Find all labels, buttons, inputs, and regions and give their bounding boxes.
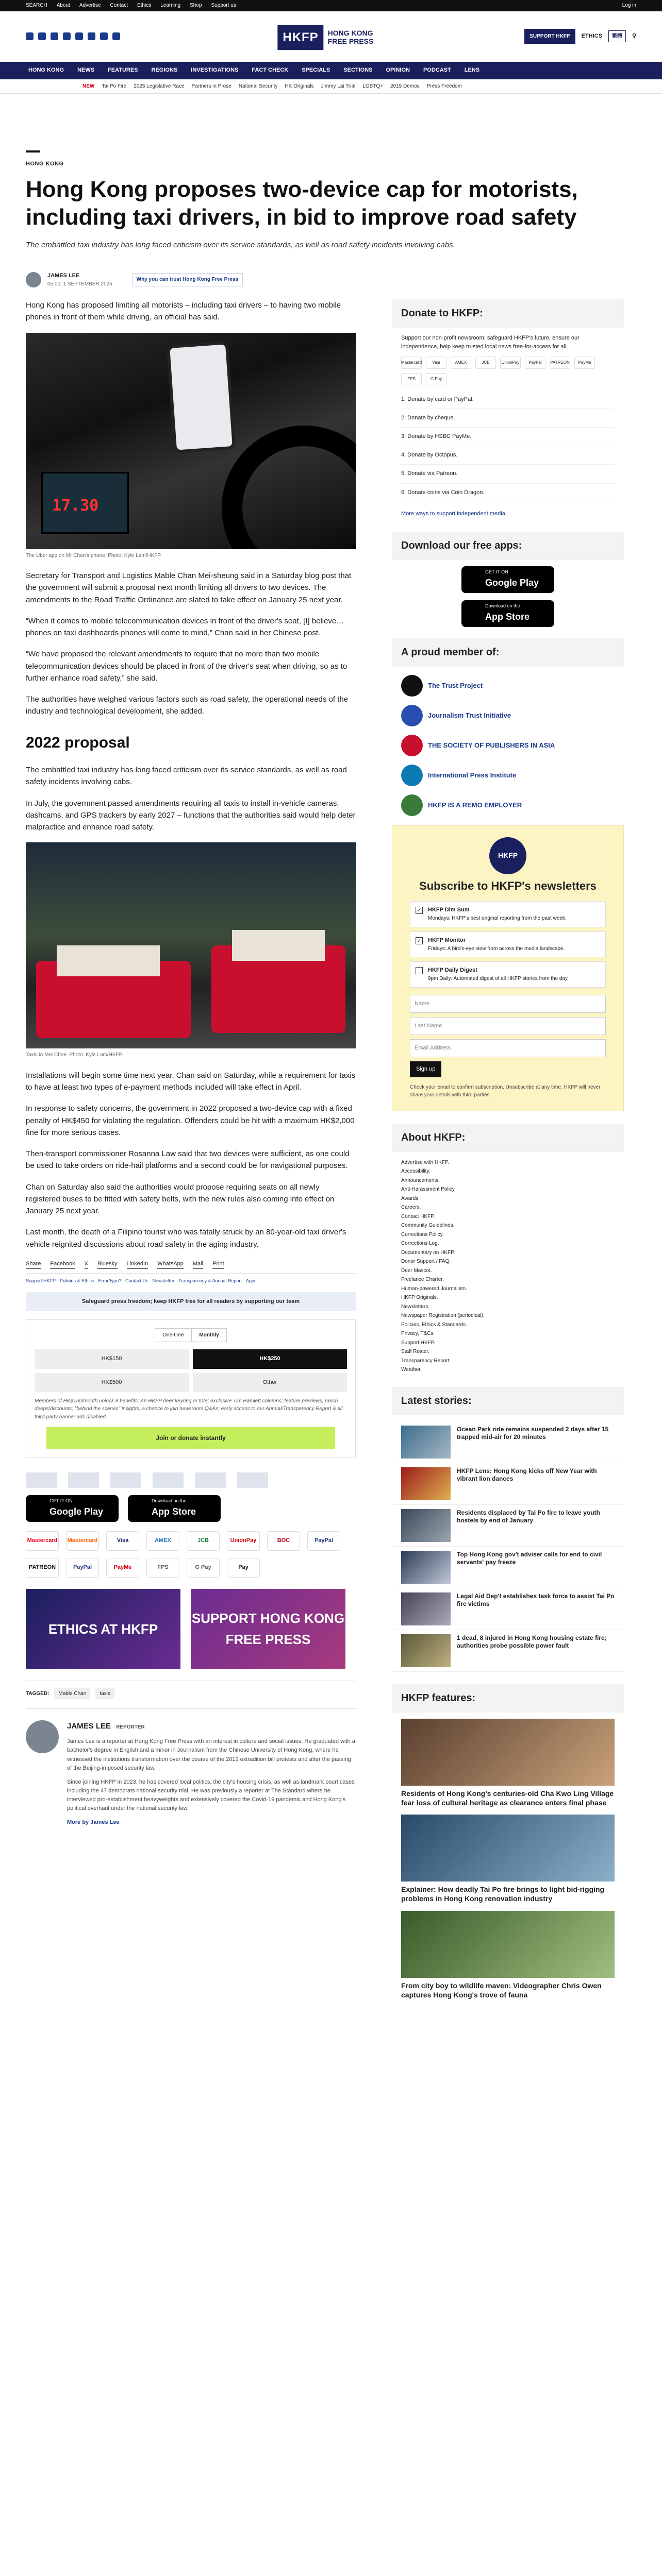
utility-link[interactable]: Support HKFP [26,1278,56,1283]
latest-story[interactable]: Legal Aid Dep't establishes task force to assist Tai Po fire victims [392,1588,624,1630]
latest-heading: Latest stories: [392,1387,624,1415]
about-link[interactable]: Weather. [401,1367,422,1373]
utility-link[interactable]: Transparency & Annual Report [178,1278,242,1283]
payme-icon: PayMe [574,357,595,369]
about-link[interactable]: HKFP Originals. [401,1295,438,1301]
about-link[interactable]: Corrections Policy. [401,1231,444,1238]
patreon-icon: PATREON [26,1558,59,1578]
language-switch[interactable]: 繁體 [608,30,626,43]
donation-widget [26,1319,356,1458]
trending-bar [0,79,662,94]
photo-caption: Taxis in Mei Chee. Photo: Kyle Lam/HKFP. [26,1052,123,1058]
trending-link[interactable]: 2019 Demos [390,83,420,89]
newsletter-option[interactable]: ✓ HKFP Monitor Fridays: A bird's-eye view from across the media landscape. [410,931,606,958]
about-heading: About HKFP: [392,1124,624,1152]
about-link[interactable]: Awards. [401,1195,420,1201]
sopa-logo[interactable]: THE SOCIETY OF PUBLISHERS IN ASIA [401,735,624,756]
topbar-link-about[interactable]: About [56,3,70,9]
about-link[interactable]: Support HKFP. [401,1340,435,1346]
email-input[interactable]: Email Address [410,1039,606,1057]
paragraph: Secretary for Transport and Logistics Mable Chan Mei-sheung said in a Saturday blog post that the government will submit a proposal next month limiting all drivers to two devices. The amendments to the Road Traffic Ordinance are slated to take effect on January 25 next year. [26,571,352,604]
mastercard-icon: Mastercard [26,1531,59,1551]
topbar-link-support[interactable]: Support us [211,3,236,9]
paragraph: Installations will begin some time next year, Chan said on Saturday, while a requirement for taxis to have at least two types of e-payment methods included will take effect in April. [26,1071,356,1092]
top-utility-bar [0,0,662,11]
checkbox-icon[interactable] [416,967,423,974]
app-store-badge[interactable]: Download on the App Store [461,600,554,627]
safeguard-banner[interactable]: Safeguard press freedom; keep HKFP free for all readers by supporting our team [26,1292,356,1311]
about-link[interactable]: Transparency Report. [401,1358,451,1364]
article-standfirst: The embattled taxi industry has long faced criticism over its service standards, as well as road safety incidents involving cabs. [26,241,455,250]
checkbox-checked-icon[interactable]: ✓ [416,907,423,914]
remo-logo[interactable]: HKFP IS A REMO EMPLOYER [401,794,624,816]
logo-mark: HKFP [277,25,323,50]
amount-option-other[interactable]: Other [193,1373,347,1392]
search-icon[interactable]: ⚲ [632,32,636,39]
utility-link[interactable]: Policies & Ethics [60,1278,94,1283]
member-heading: A proud member of: [392,638,624,667]
login-link[interactable]: Log in [622,3,636,9]
donate-heading: Donate to HKFP: [392,299,624,328]
about-link[interactable]: Newsletters. [401,1303,430,1310]
mastercard-icon: Mastercard [66,1531,99,1551]
nav-fact-check[interactable]: FACT CHECK [252,67,289,74]
nav-features[interactable]: FEATURES [108,67,138,74]
about-link[interactable]: Contact HKFP. [401,1213,435,1219]
article-photo-phone: 17.30 [26,333,356,549]
share-bar [26,1260,356,1274]
about-link[interactable]: Privacy, T&Cs. [401,1331,435,1337]
amex-icon: AMEX [146,1531,179,1551]
donate-method[interactable]: 4. Donate by Octopus. [401,446,615,465]
section-heading: 2022 proposal [26,734,130,751]
bluesky-icon[interactable] [63,32,71,40]
member-benefits: Members of HK$150/month unlock 8 benefits: An HKFP deer keyring or tote; exclusive Tim Hamlett columns; feature previews; ranch deeps/discounts; "behind the scenes" insights; a chance to join newsroom Q&As; early access to our Annual/Transparency Report & all third-party banner ads disabled. [35,1398,343,1420]
google-play-badge[interactable]: GET IT ON Google Play [26,1495,119,1522]
author-box [26,1708,356,1827]
donate-method[interactable]: 1. Donate by card or PayPal. [401,391,615,409]
amex-icon: AMEX [451,357,471,369]
site-logo[interactable] [277,25,384,50]
support-promo[interactable]: SUPPORT HONG KONG FREE PRESS [191,1589,345,1669]
latest-story[interactable]: Top Hong Kong gov't adviser calls for end to civil servants' pay freeze [392,1547,624,1588]
paragraph: The embattled taxi industry has long faced criticism over its service standards, as well as road safety incidents involving cabs. [26,766,347,787]
paypal-icon: PayPal [525,357,545,369]
latest-story[interactable]: Ocean Park ride remains suspended 2 days after 15 trapped mid-air for 20 minutes [392,1421,624,1463]
one-time-toggle[interactable]: One-time [155,1328,191,1343]
about-link[interactable]: Newspaper Registration (periodical). [401,1313,485,1319]
facebook-icon[interactable] [26,32,34,40]
trending-link[interactable]: Partners in Prose [191,83,231,89]
article-photo-taxis [26,842,356,1048]
paragraph: The authorities have weighed various factors such as road safety, the operational needs of the industry and technological development, she added. [26,695,349,716]
unionpay-icon: UnionPay [500,357,521,369]
about-link[interactable]: Announcements. [401,1177,440,1183]
nav-hong-kong[interactable]: HONG KONG [28,67,64,74]
nav-lens[interactable]: LENS [464,67,480,74]
amount-option-selected[interactable]: HK$250 [193,1349,347,1368]
paragraph: Then-transport commissioner Rosanna Law said that two devices were sufficient, as one could be used to take orders on ride-hail platforms and a second could be for navigational purposes. [26,1149,350,1171]
topbar-link-ethics[interactable]: Ethics [137,3,152,9]
trending-link[interactable]: HK Originals [285,83,314,89]
ipi-logo[interactable] [153,1472,184,1488]
author-name[interactable]: JAMES LEE [67,1722,111,1731]
trust-project-logo[interactable]: The Trust Project [401,675,624,697]
nav-news[interactable]: NEWS [77,67,95,74]
share-print[interactable]: Print [212,1260,224,1269]
trending-link[interactable]: Tai Po Fire [102,83,127,89]
about-link[interactable]: Deer Mascot. [401,1267,432,1274]
utility-link[interactable]: Apps [245,1278,257,1283]
fps-icon: FPS [401,373,422,385]
share-whatsapp[interactable]: WhatsApp [157,1260,184,1269]
newsletter-option[interactable]: HKFP Daily Digest 9pm Daily: Automated digest of all HKFP stories from the day. [410,961,606,988]
about-link[interactable]: Documentary on HKFP. [401,1249,455,1256]
mastercard-icon: Mastercard [401,357,422,369]
tag-link[interactable]: taxis [95,1688,114,1700]
trust-project-logo[interactable] [26,1472,57,1488]
paragraph: “We have proposed the relevant amendments to require that no more than two mobile telecommunication devices should be placed in front of the driver's seat when driving, so as to further enhance road safety,” she said. [26,650,347,683]
about-links [392,1158,624,1375]
nav-sections[interactable]: SECTIONS [343,67,373,74]
article-title: Hong Kong proposes two-device cap for motorists, including taxi drivers, in bid to improve road safety [26,177,578,230]
jcb-icon: JCB [475,357,496,369]
ethics-promo[interactable]: ETHICS AT HKFP [26,1589,180,1669]
author-bio: James Lee is a reporter at Hong Kong Free Press with an interest in culture and social issues. He graduated with a bachelor's degree in English and a minor in Journalism from the Chinese University of Hong Kong, where he witnessed the institutions transformation over the course of the 2019 extradition bill protests and after the passing of the Beijing-imposed security law. [67,1738,355,1771]
sign-up-button[interactable]: Sign up [410,1061,441,1077]
article-body [26,299,356,1827]
about-link[interactable]: Community Guidelines. [401,1223,455,1229]
author-avatar[interactable] [26,272,41,287]
utility-link[interactable]: Error/typo? [98,1278,122,1283]
unionpay-icon: UnionPay [227,1531,260,1551]
new-badge: NEW [82,83,95,89]
share-label: Share [26,1260,41,1269]
about-link[interactable]: Advertise with HKFP. [401,1159,450,1165]
share-mail[interactable]: Mail [193,1260,203,1269]
search-link[interactable]: SEARCH [26,3,47,9]
linkedin-icon[interactable] [75,32,83,40]
latest-story[interactable]: HKFP Lens: Hong Kong kicks off New Year with vibrant lion dances [392,1463,624,1505]
nav-investigations[interactable]: INVESTIGATIONS [191,67,239,74]
donate-methods-list [392,391,624,502]
donate-method[interactable]: 5. Donate via Patreon. [401,465,615,483]
amount-option[interactable]: HK$150 [35,1349,189,1368]
latest-story[interactable]: 1 dead, 8 injured in Hong Kong housing estate fire; authorities probe possible power fault [392,1630,624,1672]
feature-story[interactable]: Explainer: How deadly Tai Po fire brings to light bid-rigging problems in Hong Kong renovation industry [392,1815,624,1903]
newsletter-signup [392,825,624,1111]
paypal-icon: PayPal [66,1558,99,1578]
site-header [0,11,662,62]
trending-link[interactable]: National Security [238,83,278,89]
google-play-badge[interactable]: GET IT ON Google Play [461,566,554,593]
paragraph: In July, the government passed amendments requiring all taxis to install in-vehicle cameras, dashcams, and GPS trackers by early 2027 – functions that the authorities said would help deter malpractice and enhance road safety. [26,799,356,832]
ipi-logo[interactable]: International Press Institute [401,765,624,786]
visa-icon: Visa [426,357,446,369]
social-links [26,32,120,40]
member-logos-row [26,1472,356,1488]
author-bio: Since joining HKFP in 2023, he has covered local politics, the city's housing crisis, as well as landmark court cases including the 47 democrats national security trial. He was previously a reporter at The Standard where he interviewed pro-establishment heavyweights and extensively covered the Covid-19 pandemic and Hong Kong's political overhaul under the national security law. [67,1778,355,1811]
topbar-link-contact[interactable]: Contact [110,3,128,9]
feature-story[interactable]: Residents of Hong Kong's centuries-old Cha Kwo Ling Village fear loss of cultural heritage as clearance enters final phase [392,1719,624,1807]
share-bluesky[interactable]: Bluesky [97,1260,118,1269]
rss-icon[interactable] [112,32,120,40]
instagram-icon[interactable] [51,32,58,40]
about-link[interactable]: Careers. [401,1205,421,1211]
share-x[interactable]: X [85,1260,88,1269]
support-hkfp-button[interactable]: SUPPORT HKFP [524,29,575,44]
donate-text: Support our non-profit newsroom: safeguard HKFP's future, ensure our independence, help keep trusted local news free-for-access for all. [401,335,580,350]
boc-icon: BOC [267,1531,300,1551]
donate-method[interactable]: 6. Donate coins via Coin Dragon. [401,484,615,502]
donate-method[interactable]: 3. Donate by HSBC PayMe. [401,428,615,446]
google-pay-icon: G Pay [187,1558,220,1578]
author-name[interactable]: JAMES LEE [47,272,80,279]
more-ways-link[interactable]: More ways to support independent media. [401,510,507,517]
share-facebook[interactable]: Facebook [50,1260,75,1269]
sidebar [392,299,624,2007]
nav-opinion[interactable]: OPINION [386,67,410,74]
google-pay-icon: G Pay [426,373,446,385]
about-link[interactable]: Accessibility. [401,1168,431,1175]
fps-icon: FPS [146,1558,179,1578]
publish-date: 05:00, 1 SEPTEMBER 2025 [47,281,112,287]
paragraph: “When it comes to mobile telecommunication devices in front of the driver's seat, [I] believe… phones on taxi dashboards phones will come to mind,” Chan said in her Chinese post. [26,616,344,638]
article-header [0,150,662,288]
youtube-icon[interactable] [88,32,95,40]
trending-link[interactable]: Jimmy Lai Trial [321,83,356,89]
utility-links [26,1278,356,1285]
join-donate-button[interactable]: Join or donate instantly [46,1427,335,1449]
paragraph: Last month, the death of a Filipino tourist who was fatally struck by an 80-year-old taxi driver's vehicle reignited discussions about road safety in the aging industry. [26,1228,346,1249]
paragraph: Chan on Saturday also said the authorities would propose requiring seats on all newly registered buses to be fitted with safety belts, with the new rules also coming into effect on January 25 next year. [26,1182,335,1216]
more-by-author-link[interactable]: More by James Lee [67,1819,120,1825]
donate-method[interactable]: 2. Donate by cheque. [401,409,615,428]
about-link[interactable]: Freelance Charter. [401,1277,444,1283]
payme-icon: PayMe [106,1558,139,1578]
topbar-link-learning[interactable]: Learning [160,3,181,9]
apps-heading: Download our free apps: [392,532,624,560]
features-heading: HKFP features: [392,1684,624,1713]
utility-link[interactable]: Contact Us [125,1278,148,1283]
nav-regions[interactable]: REGIONS [151,67,178,74]
hkfp-logo[interactable] [237,1472,268,1488]
sopa-logo[interactable] [110,1472,141,1488]
paypal-icon: PayPal [307,1531,340,1551]
last-name-input[interactable]: Last Name [410,1017,606,1035]
tag-list [26,1681,356,1700]
newsletter-note: Check your email to confirm subscription. Unsubscribe at any time. HKFP will never share your details with third parties. [410,1084,601,1098]
checkbox-checked-icon[interactable]: ✓ [416,937,423,944]
paragraph: Hong Kong has proposed limiting all motorists – including taxi drivers – to having two mobile phones in front of them while driving, an official has said. [26,301,341,322]
utility-link[interactable]: Newsletter [152,1278,175,1283]
jcb-icon: JCB [187,1531,220,1551]
author-avatar[interactable] [26,1720,59,1753]
about-link[interactable]: Donor Support / FAQ. [401,1259,451,1265]
trending-link[interactable]: LGBTQ+ [362,83,383,89]
about-link[interactable]: Policies, Ethics & Standards. [401,1321,467,1328]
photo-caption: The Uber app on Mr Chan's phone. Photo: Kyle Lam/HKFP. [26,552,162,558]
nav-podcast[interactable]: PODCAST [423,67,451,74]
remo-logo[interactable] [195,1472,226,1488]
topbar-link-advertise[interactable]: Advertise [79,3,101,9]
trending-link[interactable]: 2025 Legislative Race [134,83,185,89]
monthly-toggle[interactable]: Monthly [191,1328,226,1343]
patreon-icon: PATREON [550,357,570,369]
name-input[interactable]: Name [410,995,606,1013]
paragraph: In response to safety concerns, the government in 2022 proposed a two-device cap with a fixed penalty of HK$450 for violating the regulation. Offenders could be hit with a maximum HK$2,000 fine for more serious cases. [26,1104,355,1137]
about-link[interactable]: Human-powered Journalism. [401,1285,467,1292]
category-kicker[interactable]: HONG KONG [26,161,64,167]
newsletter-heading: Subscribe to HKFP's newsletters [419,879,597,892]
payment-methods [26,1531,345,1578]
x-icon[interactable] [38,32,46,40]
sidebar-payment-icons [392,351,624,391]
tags-label: TAGGED: [26,1690,49,1697]
about-link[interactable]: Anti-Harassment Policy. [401,1187,456,1193]
app-store-badge[interactable]: Download on the App Store [128,1495,221,1522]
about-link[interactable]: Corrections Log. [401,1241,439,1247]
visa-icon: Visa [106,1531,139,1551]
latest-story[interactable]: Residents displaced by Tai Po fire to leave youth hostels by end of January [392,1505,624,1547]
ethics-link[interactable]: ETHICS [581,32,602,39]
hkfp-logo: HKFP [489,837,526,874]
jti-logo[interactable] [68,1472,99,1488]
main-nav [0,62,662,79]
tag-link[interactable]: Mable Chan [54,1688,90,1700]
about-link[interactable]: Staff Roster. [401,1349,429,1355]
author-role: REPORTER [116,1724,145,1731]
threads-icon[interactable] [100,32,108,40]
logo-text: HONG KONG FREE PRESS [327,29,374,45]
trending-link[interactable]: Press Freedom [426,83,462,89]
apple-pay-icon: Pay [227,1558,260,1578]
nav-specials[interactable]: SPECIALS [302,67,330,74]
amount-option[interactable]: HK$500 [35,1373,189,1392]
share-linkedin[interactable]: LinkedIn [127,1260,148,1269]
jti-logo[interactable]: Journalism Trust Initiative [401,705,624,726]
feature-story[interactable]: From city boy to wildlife maven: Videographer Chris Owen captures Hong Kong's trove of fauna [392,1911,624,1999]
topbar-link-shop[interactable]: Shop [190,3,202,9]
trust-link[interactable]: Why you can trust Hong Kong Free Press [132,273,243,286]
newsletter-option[interactable]: ✓ HKFP Dim Sum Mondays: HKFP's best original reporting from the past week. [410,901,606,927]
